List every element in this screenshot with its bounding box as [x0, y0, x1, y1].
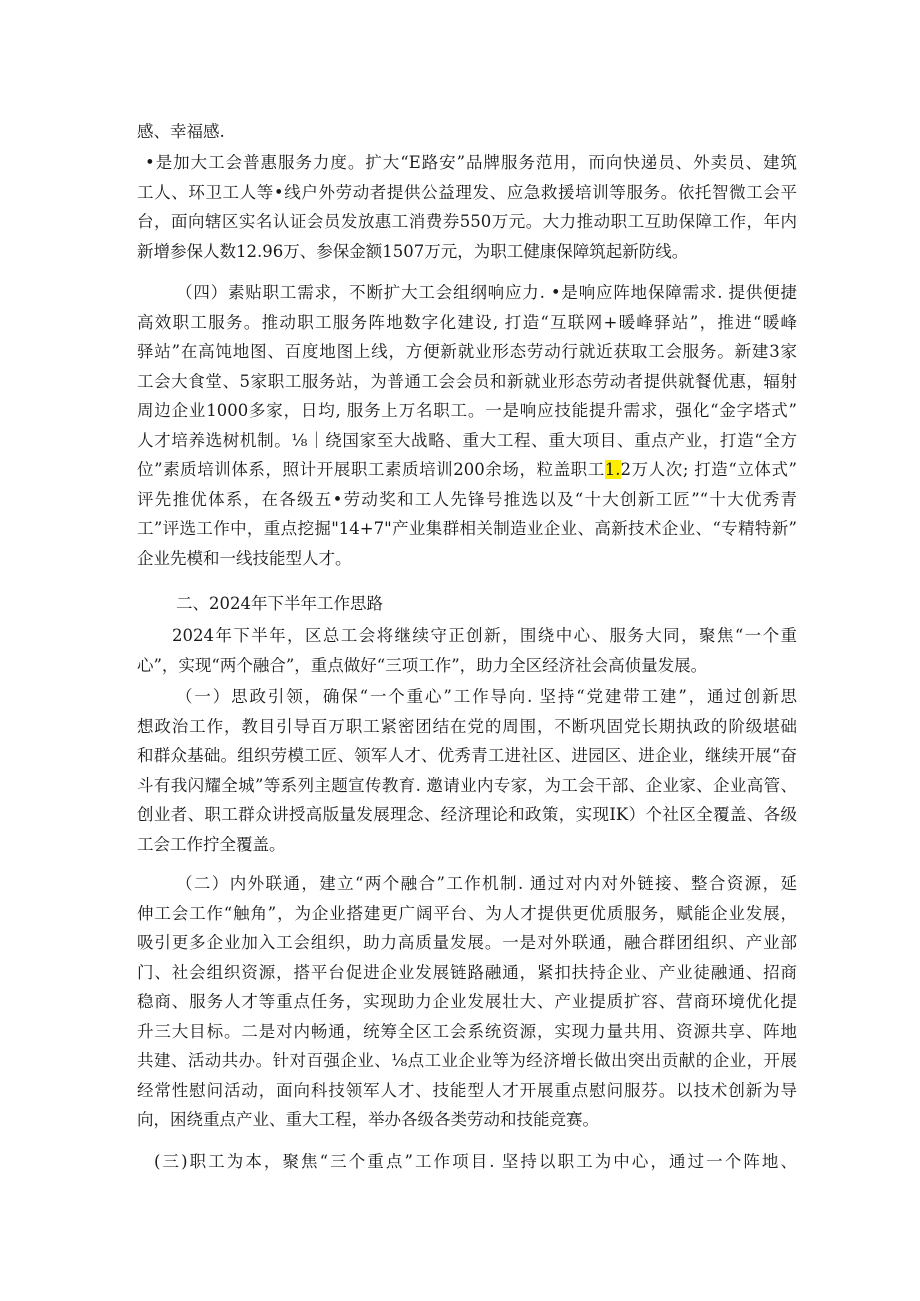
text-line: (三)职工为本，聚焦“三个重点”工作项目. 坚持以职工为中心，通过一个阵地、: [154, 1152, 797, 1171]
text-line: 升三大目标。二是对内畅通，统筹全区工会系统资源，实现力量共用、资源共享、阵地: [137, 1021, 797, 1041]
paragraph-ending: [137, 117, 797, 147]
paragraph-intro: [137, 651, 797, 681]
text-line: 感、幸福感.: [137, 122, 225, 141]
paragraph-intro-first: [172, 621, 797, 651]
text-line: 人才培养选树机制。⅛｜绕国家至大战略、重大工程、重大项目、重点产业，打造“全方: [137, 430, 797, 450]
text-segment: 2万人次; 打造“立体式”: [620, 460, 797, 479]
text-line: 门、社会组织资源，搭平台促进企业发展链路融通，紧扣扶持企业、产业徒融通、招商: [137, 962, 797, 982]
text-line: 工会工作拧全覆盖。: [137, 834, 286, 854]
text-line: 高效职工服务。推动职工服务阵地数字化建设, 打造“互联网+暖峰驿站”，推进“暖峰: [137, 312, 797, 332]
paragraph-two-first: [176, 869, 797, 899]
text-line: 斗有我闪耀全城”等系列主题宣传教育. 邀请业内专家，为工会干部、企业家、企业高管、: [137, 775, 797, 795]
text-line: 经常性慰问活动，面向科技领军人才、技能型人才开展重点慰问服芬。以技术创新为导: [137, 1080, 797, 1100]
text-line: （一）思政引领，确保“一个重心”工作导向. 坚持“党建带工建”，通过创新思: [176, 687, 797, 706]
text-line: 台，面向辖区实名认证会员发放惠工消费券550万元。大力推动职工互助保障工作，年内: [137, 212, 797, 231]
text-line: 吸引更多企业加入工会组织，助力高质量发展。一是对外联通，融合群团组织、产业部: [137, 933, 797, 952]
highlight-mark: 1.: [604, 460, 621, 479]
text-line: 周边企业1000多家，日均, 服务上万名职工。一是响应技能提升需求，强化“金字塔式”: [137, 401, 797, 420]
text-line: 新增参保人数12.96万、参保金额1507万元，为职工健康保障筑起新防线。: [137, 241, 689, 261]
text-segment: 位”素质培训体系，照计开展职工素质培训200余场，粒盖职工: [137, 460, 605, 479]
paragraph-four-first: [176, 278, 797, 308]
text-line: 2024年下半年，区总工会将继续守正创新，围绕中心、服务大同，聚焦“一个重: [172, 626, 797, 645]
text-line: 想政治工作，教目引导百万职工紧密团结在党的周围，不断巩固党长期执政的阶级堪础: [137, 716, 797, 736]
text-line: 共建、活动共办。针对百强企业、⅛点工业企业等为经济增长做出突出贡献的企业，开展: [137, 1051, 797, 1070]
paragraph-three-first: [154, 1147, 797, 1177]
text-line: 和群众基础。组织劳模工匠、领军人才、优秀青工进社区、进园区、进企业，继续开展“奋: [137, 746, 797, 765]
heading-text: 二、2024年下半年工作思路: [176, 594, 383, 613]
text-line: 稳商、服务人才等重点任务，实现助力企业发展壮大、产业提质扩容、营商环境优化提: [137, 992, 797, 1011]
text-line: 评先推优体系，在各级五•劳动奖和工人先锋号推选以及“十大创新工匠”“十大优秀青: [137, 489, 797, 509]
text-line: 伸工会工作“触角”，为企业搭建更广阔平台、为人才提供更优质服务，赋能企业发展，: [137, 903, 797, 923]
text-line: 向，困绕重点产业、重大工程，举办各级各类劳动和技能竞赛。: [137, 1110, 599, 1129]
paragraph-two: [137, 899, 797, 1135]
paragraph-four: [137, 308, 797, 574]
text-line: 驿站”在高饨地图、百度地图上线，方便新就业形态劳动行就近获取工会服务。新建3家: [137, 342, 797, 361]
text-line: （二）内外联通，建立“两个融合”工作机制. 通过对内对外链接、整合资源，延: [176, 874, 797, 893]
text-line: 工”评选工作中，重点挖掘"14+7"产业集群相关制造业企业、高新技术企业、“专精特新”: [137, 519, 797, 538]
paragraph-one: [137, 712, 797, 860]
text-line: 创业者、职工群众讲授高版量发展理念、经济理论和政策，实现IK）个社区全覆盖、各级: [137, 805, 797, 824]
text-line-highlighted: [137, 455, 797, 485]
text-line: 工会大食堂、5家职工服务站，为普通工会会员和新就业形态劳动者提供就餐优惠，辐射: [137, 371, 797, 391]
paragraph-service: [145, 148, 797, 178]
paragraph-service-cont: [137, 178, 797, 267]
text-line: （四）素贴职工需求，不断扩大工会组纲响应力. •是响应阵地保障需求. 提供便捷: [176, 283, 797, 302]
text-line: 企业先模和一线技能型人才。: [137, 548, 352, 568]
paragraph-one-first: [176, 682, 797, 712]
section-heading: [176, 589, 797, 619]
text-line: 心”，实现“两个融合”，重点做好“三项工作”，助力全区经济社会高侦量发展。: [137, 655, 708, 675]
text-line: 工人、环卫工人等•线户外劳动者提供公益理发、应急救援培训等服务。依托智微工会平: [137, 182, 797, 202]
text-line: •是加大工会普惠服务力度。扩大“E路安”品牌服务范用，而向快递员、外卖员、建筑: [145, 153, 797, 172]
